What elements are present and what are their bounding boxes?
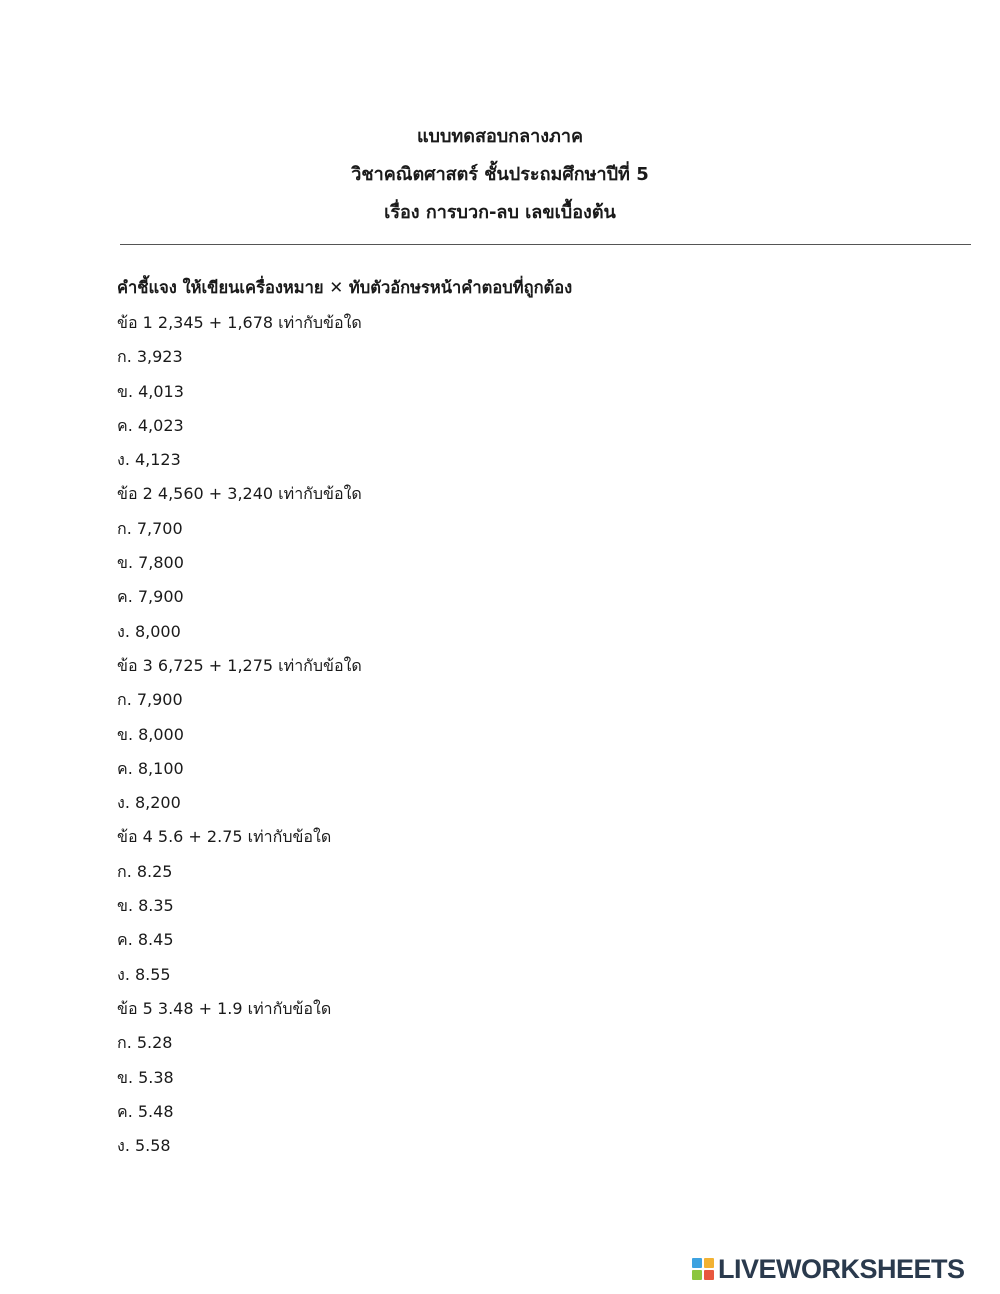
- answer-choice[interactable]: ก. 7,900: [117, 690, 183, 710]
- answer-choice[interactable]: ง. 8.55: [117, 964, 171, 984]
- question-list: [117, 306, 362, 1163]
- answer-choice[interactable]: ก. 8.25: [117, 861, 173, 881]
- logo-square-blue: [692, 1258, 702, 1268]
- worksheet-subject: วิชาคณิตศาสตร์ ชั้นประถมศึกษาปีที่ 5: [351, 164, 649, 185]
- answer-choice[interactable]: ค. 4,023: [117, 415, 184, 435]
- logo-square-red: [704, 1270, 714, 1280]
- answer-choice[interactable]: ค. 5.48: [117, 1101, 174, 1121]
- answer-choice[interactable]: ค. 8,100: [117, 758, 184, 778]
- worksheet-header: [0, 118, 1000, 232]
- question-prompt: ข้อ 4 5.6 + 2.75 เท่ากับข้อใด: [117, 827, 332, 847]
- answer-choice[interactable]: ง. 4,123: [117, 450, 181, 470]
- logo-square-green: [692, 1270, 702, 1280]
- liveworksheets-logo-icon: [692, 1258, 714, 1280]
- answer-choice[interactable]: ข. 7,800: [117, 553, 184, 573]
- question-prompt: ข้อ 1 2,345 + 1,678 เท่ากับข้อใด: [117, 313, 362, 332]
- answer-choice[interactable]: ข. 8.35: [117, 896, 174, 916]
- answer-choice[interactable]: ข. 8,000: [117, 724, 184, 744]
- answer-choice[interactable]: ค. 7,900: [117, 587, 184, 607]
- answer-choice[interactable]: ก. 7,700: [117, 518, 183, 538]
- answer-choice[interactable]: ก. 3,923: [117, 347, 183, 367]
- answer-choice[interactable]: ข. 4,013: [117, 381, 184, 401]
- answer-choice[interactable]: ง. 5.58: [117, 1136, 171, 1156]
- answer-choice[interactable]: ค. 8.45: [117, 930, 174, 950]
- header-divider: [120, 244, 971, 245]
- liveworksheets-logo: [692, 1254, 965, 1284]
- answer-choice[interactable]: ก. 5.28: [117, 1033, 173, 1053]
- logo-text: LIVEWORKSHEETS: [718, 1254, 965, 1284]
- question-prompt: ข้อ 5 3.48 + 1.9 เท่ากับข้อใด: [117, 998, 332, 1018]
- worksheet-topic: เรื่อง การบวก-ลบ เลขเบื้องต้น: [384, 202, 616, 223]
- worksheet-title: แบบทดสอบกลางภาค: [416, 126, 584, 147]
- answer-choice[interactable]: ง. 8,000: [117, 621, 181, 641]
- question-prompt: ข้อ 2 4,560 + 3,240 เท่ากับข้อใด: [117, 484, 362, 504]
- question-prompt: ข้อ 3 6,725 + 1,275 เท่ากับข้อใด: [117, 655, 362, 675]
- answer-choice[interactable]: ข. 5.38: [117, 1067, 174, 1087]
- logo-square-yellow: [704, 1258, 714, 1268]
- answer-choice[interactable]: ง. 8,200: [117, 793, 181, 813]
- instruction-text: คำชี้แจง ให้เขียนเครื่องหมาย ✕ ทับตัวอักษรหน้าคำตอบที่ถูกต้อง: [117, 278, 573, 297]
